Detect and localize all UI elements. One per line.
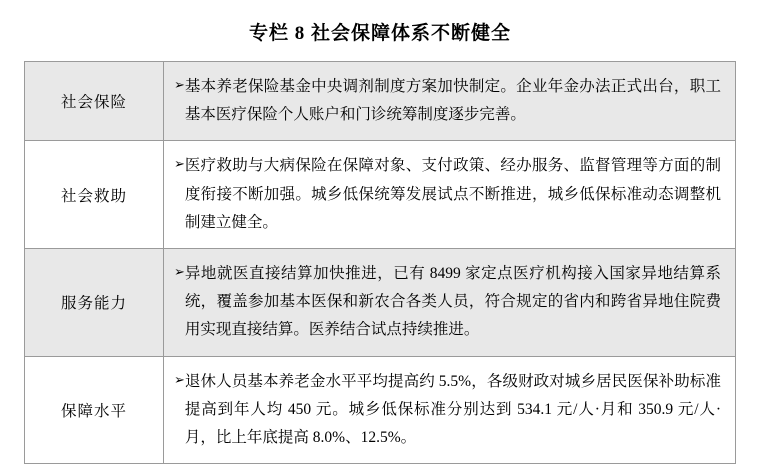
table-row [25,141,736,249]
row-category: 社会保险 [25,62,164,141]
table-row [25,356,736,464]
feature-box-table [24,61,736,464]
row-content [164,249,736,357]
table-row [25,62,736,141]
row-content-text: 异地就医直接结算加快推进，已有 8499 家定点医疗机构接入国家异地结算系统，覆盖参加基本医保和新农合各类人员，符合规定的省内和跨省异地住院费用实现直接结算。医养结合试点持续推进。 [184,265,721,339]
arrow-bullet-icon: ➢ [174,264,185,280]
row-category: 服务能力 [25,249,164,357]
row-content [164,356,736,464]
table-row [25,249,736,357]
row-content [164,62,736,141]
row-category: 社会救助 [25,141,164,249]
row-content [164,141,736,249]
row-category: 保障水平 [25,356,164,464]
arrow-bullet-icon: ➢ [174,77,185,92]
row-content-text: 基本养老保险基金中央调剂制度方案加快制定。企业年金办法正式出台，职工基本医疗保险个人账户和门诊统筹制度逐步完善。 [184,78,721,124]
arrow-bullet-icon: ➢ [174,156,185,172]
row-content-text: 退休人员基本养老金水平平均提高约 5.5%，各级财政对城乡居民医保补助标准提高到年人均 450 元。城乡低保标准分别达到 534.1 元/人·月和 350.9 元/人·月，比上年底提高 8.0%、12.5%。 [184,372,721,447]
arrow-bullet-icon: ➢ [174,371,185,387]
row-content-text: 医疗救助与大病保险在保障对象、支付政策、经办服务、监督管理等方面的制度衔接不断加强。城乡低保统筹发展试点不断推进，城乡低保标准动态调整机制建立健全。 [184,157,721,231]
page-title: 专栏 8 社会保障体系不断健全 [248,23,511,44]
